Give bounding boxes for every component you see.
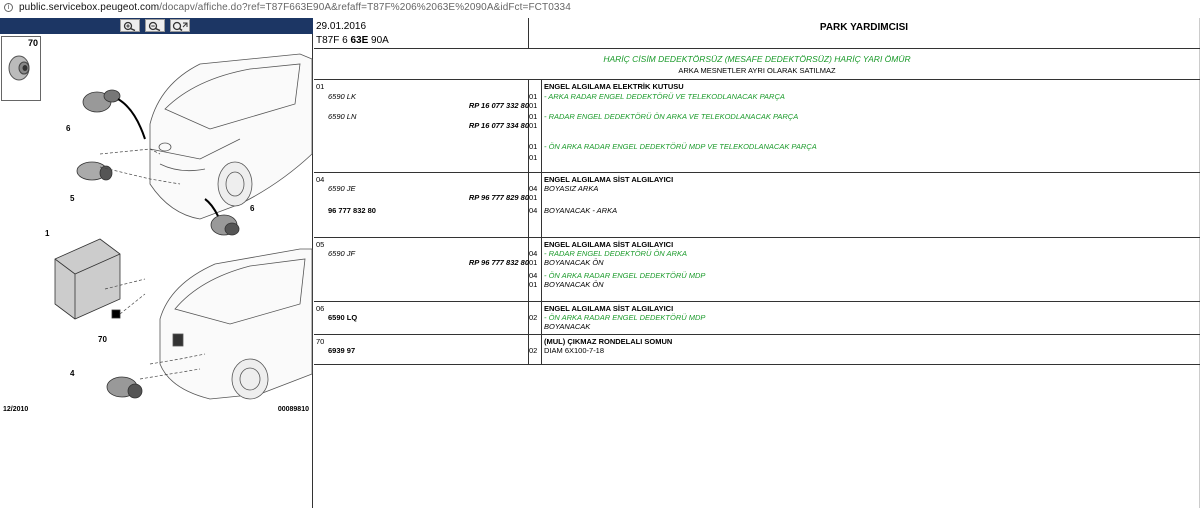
parts-group-01 xyxy=(314,80,1200,173)
url-host: public.servicebox.peugeot.com xyxy=(19,1,160,13)
part-qty: 01 xyxy=(529,193,538,202)
group-number: 70 xyxy=(316,337,325,346)
address-bar[interactable] xyxy=(0,0,1200,14)
car-diagram xyxy=(0,34,313,414)
document-date: 29.01.2016 xyxy=(316,21,367,32)
ref-prefix: T87F 6 xyxy=(316,35,351,46)
parts-table xyxy=(314,79,1200,365)
group-title: ENGEL ALGILAMA ELEKTRİK KUTUSU xyxy=(544,82,684,91)
part-qty: 04 xyxy=(529,271,538,280)
part-desc: - ÖN ARKA RADAR ENGEL DEDEKTÖRÜ MDP xyxy=(544,271,706,280)
part-code[interactable]: 6590 JF xyxy=(328,249,356,258)
illustration-toolbar xyxy=(0,18,313,34)
part-qty: 01 xyxy=(529,258,538,267)
part-qty: 01 xyxy=(529,121,538,130)
part-qty: 04 xyxy=(529,206,538,215)
ref-suffix: 90A xyxy=(368,35,389,46)
illustration-panel xyxy=(0,18,313,508)
callout-70: 70 xyxy=(98,335,107,344)
part-desc: BOYANACAK ÖN xyxy=(544,258,604,267)
callout-5: 5 xyxy=(70,194,75,203)
part-qty: 01 xyxy=(529,112,538,121)
part-desc: - ARKA RADAR ENGEL DEDEKTÖRÜ VE TELEKODLANACAK PARÇA xyxy=(544,92,785,101)
zoom-out-icon xyxy=(148,21,162,31)
part-code[interactable]: 6590 JE xyxy=(328,184,356,193)
parts-group-06 xyxy=(314,302,1200,335)
callout-6-right: 6 xyxy=(250,204,255,213)
zoom-out-button[interactable] xyxy=(145,19,165,32)
part-desc: BOYANACAK - ARKA xyxy=(544,206,618,215)
part-code[interactable]: 96 777 832 80 xyxy=(328,206,376,215)
group-title: ENGEL ALGILAMA SİST ALGILAYICI xyxy=(544,240,674,249)
callout-1: 1 xyxy=(45,229,50,238)
parts-document xyxy=(314,18,1200,508)
part-desc: - ÖN ARKA RADAR ENGEL DEDEKTÖRÜ MDP VE TELEKODLANACAK PARÇA xyxy=(544,142,817,151)
part-desc: - RADAR ENGEL DEDEKTÖRÜ ÖN ARKA VE TELEKODLANACAK PARÇA xyxy=(544,112,799,121)
part-code[interactable]: 6939 97 xyxy=(328,346,356,355)
thumbnail-label: 70 xyxy=(27,38,38,48)
part-desc: - RADAR ENGEL DEDEKTÖRÜ ÖN ARKA xyxy=(544,249,687,258)
diagram-date: 12/2010 xyxy=(3,406,29,413)
part-desc: BOYASIZ ARKA xyxy=(544,184,599,193)
part-ref[interactable]: RP 16 077 332 80 xyxy=(468,101,529,110)
url-text[interactable] xyxy=(19,2,571,13)
part-qty: 04 xyxy=(529,249,538,258)
document-title: PARK YARDIMCISI xyxy=(819,22,909,33)
part-ref[interactable]: RP 96 777 829 80 xyxy=(468,193,529,202)
group-number: 04 xyxy=(316,175,325,184)
condition-line-1: HARİÇ CİSİM DEDEKTÖRSÜZ (MESAFE DEDEKTÖRSÜZ) HARİÇ YARI ÖMÜR xyxy=(603,54,911,64)
group-number: 06 xyxy=(316,304,325,313)
parts-group-70 xyxy=(314,335,1200,365)
part-qty: 02 xyxy=(529,313,538,322)
diagram-ref: 00089810 xyxy=(277,406,309,413)
zoom-fit-button[interactable] xyxy=(170,19,190,32)
ref-bold: 63E xyxy=(350,35,369,46)
part-qty: 01 xyxy=(529,280,538,289)
callout-6-top: 6 xyxy=(66,124,71,133)
parts-group-04 xyxy=(314,173,1200,238)
callout-4: 4 xyxy=(70,369,75,378)
group-title: (MUL) ÇIKMAZ RONDELALI SOMUN xyxy=(544,337,673,346)
group-title: ENGEL ALGILAMA SİST ALGILAYICI xyxy=(544,304,674,313)
part-desc: BOYANACAK ÖN xyxy=(544,280,604,289)
group-number: 01 xyxy=(316,82,325,91)
part-code[interactable]: 6590 LK xyxy=(328,92,356,101)
part-qty: 01 xyxy=(529,101,538,110)
part-qty: 02 xyxy=(529,346,538,355)
url-path: /docapv/affiche.do?ref=T87F663E90A&refaff=T87F%206%2063E%2090A&idFct=FCT0334 xyxy=(159,1,571,13)
part-ref[interactable]: RP 16 077 334 80 xyxy=(468,121,529,130)
part-qty: 01 xyxy=(529,142,538,151)
part-code[interactable]: 6590 LN xyxy=(328,112,357,121)
parts-group-05 xyxy=(314,238,1200,302)
zoom-in-button[interactable] xyxy=(120,19,140,32)
part-qty: 01 xyxy=(529,153,538,162)
part-code[interactable]: 6590 LQ xyxy=(328,313,358,322)
group-number: 05 xyxy=(316,240,325,249)
part-qty: 04 xyxy=(529,184,538,193)
part-desc: - ÖN ARKA RADAR ENGEL DEDEKTÖRÜ MDP xyxy=(544,313,706,322)
condition-line-2: ARKA MESNETLER AYRI OLARAK SATILMAZ xyxy=(678,66,836,75)
group-title: ENGEL ALGILAMA SİST ALGILAYICI xyxy=(544,175,674,184)
info-icon[interactable]: i xyxy=(4,3,13,12)
document-ref xyxy=(316,35,389,46)
part-desc: DIAM 6X100-7-18 xyxy=(544,346,605,355)
part-qty: 01 xyxy=(529,92,538,101)
part-ref[interactable]: RP 96 777 832 80 xyxy=(468,258,529,267)
part-desc: BOYANACAK xyxy=(544,322,591,331)
document-header xyxy=(314,18,1200,49)
zoom-in-icon xyxy=(123,21,137,31)
zoom-fit-icon xyxy=(172,21,188,31)
